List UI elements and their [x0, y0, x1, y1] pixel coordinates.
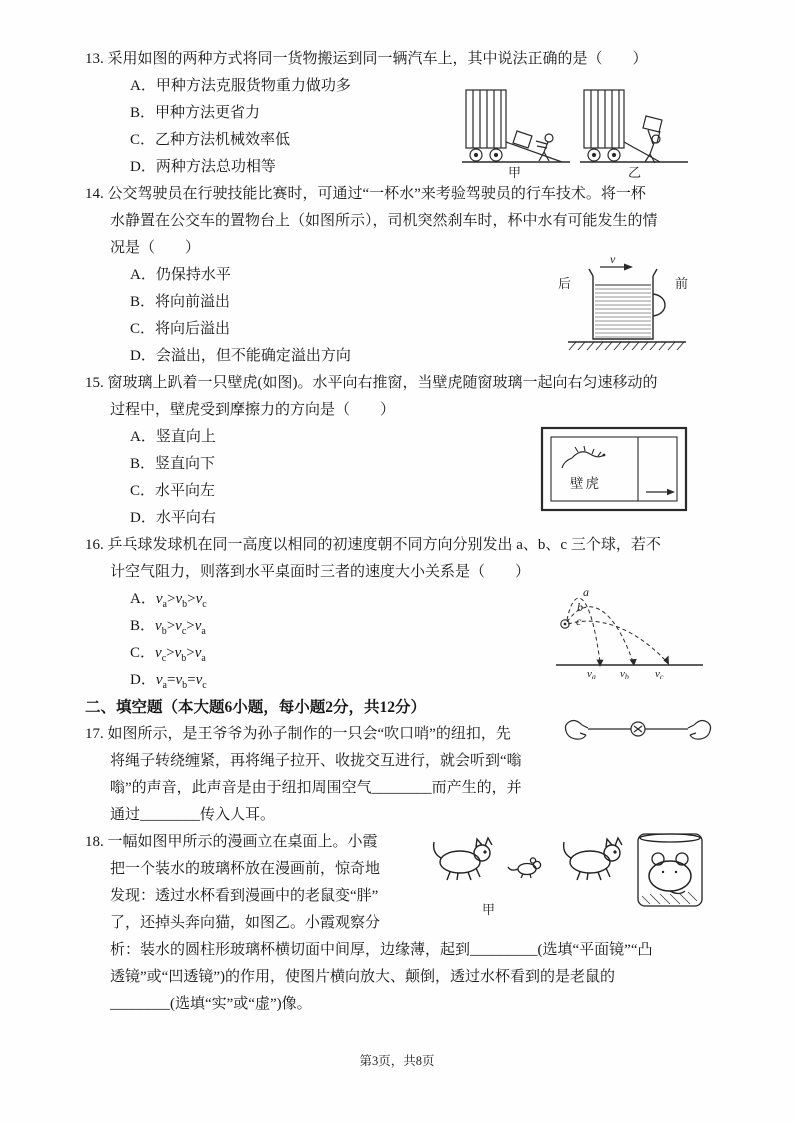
stem-line: 15. 窗玻璃上趴着一只壁虎(如图)。水平向右推窗，当壁虎随窗玻璃一起向右匀速移动的	[85, 375, 658, 391]
truck-jia-icon	[462, 90, 570, 162]
stem-line: 把一个装水的玻璃杯放在漫画前，惊奇地	[110, 861, 381, 877]
option-d: D．两种方法总功相等	[130, 159, 276, 175]
option-c: C．乙种方法机械效率低	[130, 132, 291, 148]
option-d: D．水平向右	[130, 510, 216, 526]
stem-line: 14. 公交驾驶员在行驶技能比赛时，可通过“一杯水”来考验驾驶员的行车技术。将一杯	[85, 186, 646, 202]
option-b: B．竖直向下	[130, 456, 216, 472]
stem-line: ________(选填“实”或“虚”)像。	[110, 996, 312, 1012]
label-va: $v_a$	[587, 668, 596, 679]
figure-q14-water-cup	[556, 254, 692, 352]
stem-line: 发现：透过水杯看到漫画中的老鼠变“胖”	[110, 888, 379, 904]
water-hatching	[642, 892, 697, 904]
gecko-label: 壁虎	[570, 476, 601, 491]
stem-line: 13. 采用如图的两种方式将同一货物搬运到同一辆汽车上，其中说法正确的是（ ）	[85, 51, 648, 67]
question-14	[85, 181, 714, 370]
velocity-arrow-icon	[624, 264, 633, 271]
cat-icon	[564, 838, 622, 880]
truck-yi-icon	[580, 90, 688, 163]
option-a: A．甲种方法克服货物重力做功多	[130, 78, 351, 94]
stem-line: 16. 乒乓球发球机在同一高度以相同的初速度朝不同方向分别发出 a、b、c 三个球，若不	[85, 537, 661, 553]
figure-q15-window-gecko	[540, 426, 688, 512]
figure-q18-cat-mouse-glass	[420, 826, 708, 916]
question-17	[85, 721, 714, 829]
velocity-label: v	[610, 254, 616, 266]
cup-icon	[589, 269, 665, 339]
stem-line: 透镜”或“凹透镜”)的作用，使图片横向放大、颠倒，透过水杯看到的是老鼠的	[110, 969, 615, 985]
stem-line: 17. 如图所示，是王爷爷为孙子制作的一只会“吹口哨”的纽扣，先	[85, 726, 511, 742]
option-b: B．$v_b>v_c>v_a$	[130, 618, 206, 637]
section-2-header: 二、填空题（本大题6小题，每小题2分，共12分）	[85, 699, 427, 716]
water-hatching	[595, 285, 651, 337]
option-c: C．水平向左	[130, 483, 216, 499]
page-footer: 第3页，共8页	[359, 1054, 435, 1068]
label-vb: $v_b$	[620, 668, 629, 679]
label-jia: 甲	[508, 165, 522, 180]
stem-line: 况是（ ）	[110, 240, 201, 256]
glass-with-fat-mouse-icon	[638, 834, 702, 906]
label-back: 后	[558, 276, 572, 291]
ground-hatching	[569, 342, 684, 350]
option-d: D．$v_a=v_b=v_c$	[130, 672, 207, 691]
stem-line: 计空气阻力，则落到水平桌面时三者的速度大小关系是（ ）	[110, 564, 531, 580]
figure-q17-button-whistle	[562, 708, 714, 754]
right-hand-icon	[688, 721, 711, 740]
question-13	[85, 46, 714, 181]
label-front: 前	[675, 276, 689, 291]
option-c: C．$v_c>v_b>v_a$	[130, 645, 206, 664]
mouse-icon	[508, 858, 541, 878]
stem-line: 过程中，壁虎受到摩擦力的方向是（ ）	[110, 402, 396, 418]
label-jia: 甲	[482, 902, 496, 916]
stem-line: 18. 一幅如图甲所示的漫画立在桌面上。小霞	[85, 834, 378, 850]
option-d: D．会溢出，但不能确定溢出方向	[130, 348, 351, 364]
option-c: C．将向后溢出	[130, 321, 231, 337]
option-a: A．竖直向上	[130, 429, 216, 445]
question-15	[85, 370, 714, 532]
figure-q16-trajectories	[554, 581, 706, 679]
right-arrow-icon	[667, 489, 675, 495]
option-a: A．仍保持水平	[130, 267, 231, 283]
question-18	[85, 829, 714, 1018]
option-a: A．$v_a>v_b>v_c$	[130, 591, 207, 610]
stem-line: 了，还掉头奔向猫，如图乙。小霞观察分	[110, 915, 381, 931]
question-16	[85, 532, 714, 694]
stem-line: 将绳子转绕缠紧，再将绳子拉开、收拢交互进行，就会听到“嗡	[110, 753, 522, 769]
stem-line: 通过________传入人耳。	[110, 807, 276, 823]
left-hand-icon	[565, 721, 588, 740]
stem-line: 嗡”的声音，此声音是由于纽扣周围空气________而产生的，并	[110, 780, 522, 796]
stem-line: 水静置在公交车的置物台上（如图所示），司机突然刹车时，杯中水有可能发生的情	[110, 213, 658, 229]
label-c: c	[576, 614, 582, 628]
stem-line: 析：装水的圆柱形玻璃杯横切面中间厚，边缘薄，起到_________(选填“平面镜”“凸	[110, 942, 653, 958]
option-b: B．甲种方法更省力	[130, 105, 261, 121]
label-a: a	[583, 585, 589, 599]
gecko-icon	[562, 446, 604, 468]
option-b: B．将向前溢出	[130, 294, 231, 310]
label-yi: 乙	[628, 165, 642, 180]
cat-icon	[434, 838, 492, 880]
label-vc: $v_c$	[655, 668, 664, 679]
figure-q13-truck-loading	[460, 82, 690, 180]
label-b: b	[577, 600, 583, 614]
